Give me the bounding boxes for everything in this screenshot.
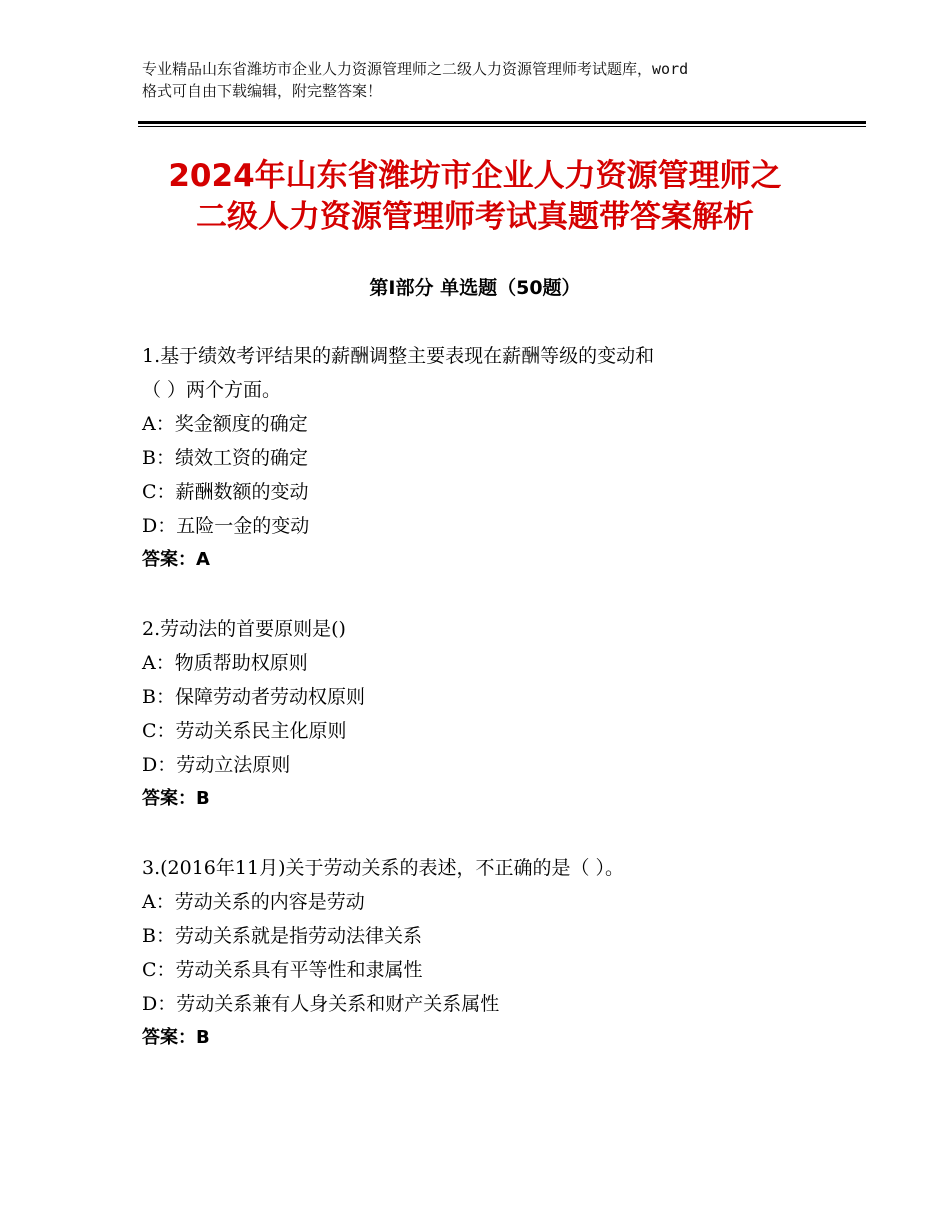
- question-1-option-b: B：绩效工资的确定: [142, 447, 308, 469]
- question-3-option-a: A：劳动关系的内容是劳动: [142, 891, 365, 913]
- question-2: [142, 612, 862, 816]
- question-1-stem-line-1: 1.基于绩效考评结果的薪酬调整主要表现在薪酬等级的变动和: [142, 345, 655, 367]
- header-note-line-1: 专业精品山东省潍坊市企业人力资源管理师之二级人力资源管理师考试题库，word: [142, 60, 689, 78]
- question-2-option-a: A：物质帮助权原则: [142, 652, 308, 674]
- question-2-stem: 2.劳动法的首要原则是(): [142, 618, 346, 640]
- question-2-answer: 答案：B: [142, 788, 210, 809]
- question-1-stem-line-2: （ ）两个方面。: [142, 379, 282, 401]
- header-note-line-2: 格式可自由下载编辑，附完整答案！: [142, 82, 383, 100]
- question-3-option-b: B：劳动关系就是指劳动法律关系: [142, 925, 422, 947]
- question-1-option-d: D：五险一金的变动: [142, 515, 310, 537]
- question-1: [142, 339, 862, 577]
- section-heading: 第Ⅰ部分 单选题（50题）: [369, 277, 581, 299]
- question-2-option-d: D：劳动立法原则: [142, 754, 291, 776]
- document-title-line-2: 二级人力资源管理师考试真题带答案解析: [196, 199, 754, 235]
- header-note: [142, 58, 822, 102]
- question-1-option-a: A：奖金额度的确定: [142, 413, 308, 435]
- question-2-option-c: C：劳动关系民主化原则: [142, 720, 347, 742]
- question-1-option-c: C：薪酬数额的变动: [142, 481, 309, 503]
- question-3-option-c: C：劳动关系具有平等性和隶属性: [142, 959, 423, 981]
- question-1-answer: 答案：A: [142, 549, 210, 570]
- header-divider-thin: [138, 126, 866, 127]
- header-divider-thick: [138, 121, 866, 124]
- question-2-option-b: B：保障劳动者劳动权原则: [142, 686, 365, 708]
- document-title-line-1: 2024年山东省潍坊市企业人力资源管理师之: [168, 158, 782, 194]
- question-3-stem: 3.(2016年11月)关于劳动关系的表述，不正确的是（ ）。: [142, 857, 625, 879]
- question-3: [142, 851, 862, 1055]
- question-3-option-d: D：劳动关系兼有人身关系和财产关系属性: [142, 993, 500, 1015]
- question-3-answer: 答案：B: [142, 1027, 210, 1048]
- document-title: [80, 156, 870, 238]
